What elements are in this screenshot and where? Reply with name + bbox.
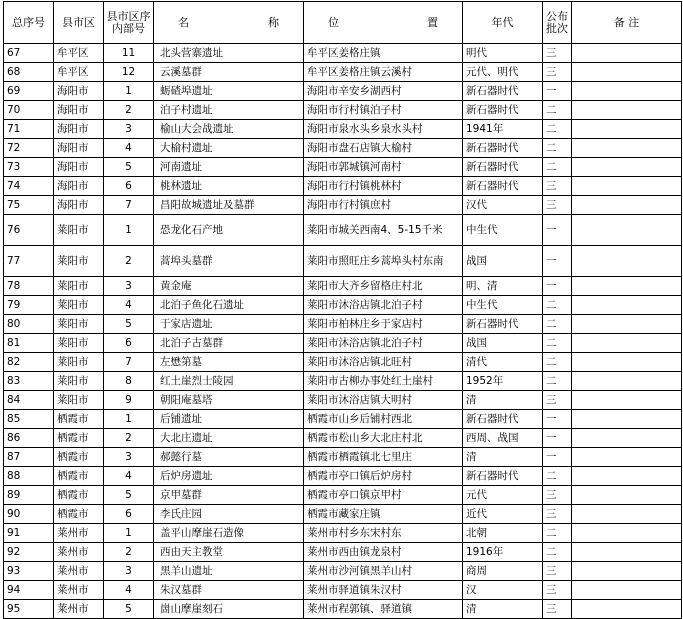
heritage-sites-table [3, 1, 682, 619]
cell-era: 1916年 [463, 543, 543, 562]
cell-batch: 三 [543, 562, 572, 581]
cell-location: 牟平区姜格庄镇云溪村 [304, 63, 463, 82]
cell-location: 莱州市村乡东宋村东 [304, 524, 463, 543]
cell-batch: 二 [543, 296, 572, 315]
cell-batch: 二 [543, 315, 572, 334]
cell-county: 海阳市 [54, 101, 104, 120]
cell-era: 新石器时代 [463, 315, 543, 334]
cell-era: 汉 [463, 581, 543, 600]
cell-sub-seq: 5 [104, 486, 154, 505]
cell-era: 1952年 [463, 372, 543, 391]
cell-note [572, 196, 682, 215]
cell-note [572, 524, 682, 543]
cell-seq: 91 [4, 524, 54, 543]
cell-era: 新石器时代 [463, 139, 543, 158]
cell-batch: 二 [543, 524, 572, 543]
cell-era: 商周 [463, 562, 543, 581]
cell-sub-seq: 4 [104, 467, 154, 486]
table-row [4, 277, 682, 296]
table-row [4, 63, 682, 82]
cell-name: 大北庄遗址 [154, 429, 304, 448]
cell-name: 蛎碴埠遗址 [154, 82, 304, 101]
cell-name: 北泊子鱼化石遗址 [154, 296, 304, 315]
cell-era: 新石器时代 [463, 177, 543, 196]
cell-name: 北头营寨遗址 [154, 44, 304, 63]
header-location-label: 位 置 [328, 15, 438, 29]
cell-name: 榆山大会战遗址 [154, 120, 304, 139]
cell-note [572, 467, 682, 486]
cell-note [572, 158, 682, 177]
cell-seq: 74 [4, 177, 54, 196]
table-row [4, 139, 682, 158]
cell-county: 莱阳市 [54, 372, 104, 391]
cell-sub-seq: 3 [104, 120, 154, 139]
cell-sub-seq: 3 [104, 562, 154, 581]
cell-era: 近代 [463, 505, 543, 524]
cell-county: 牟平区 [54, 63, 104, 82]
table-row [4, 215, 682, 246]
cell-county: 牟平区 [54, 44, 104, 63]
cell-county: 海阳市 [54, 196, 104, 215]
table-row [4, 467, 682, 486]
cell-county: 海阳市 [54, 177, 104, 196]
header-sub-seq: 县市区序内部号 [104, 2, 154, 44]
cell-batch: 一 [543, 429, 572, 448]
cell-seq: 90 [4, 505, 54, 524]
cell-name: 河南遗址 [154, 158, 304, 177]
cell-note [572, 120, 682, 139]
cell-name: 恐龙化石产地 [154, 215, 304, 246]
cell-note [572, 543, 682, 562]
cell-seq: 67 [4, 44, 54, 63]
cell-name: 朱汉墓群 [154, 581, 304, 600]
cell-name: 红土崖烈士陵园 [154, 372, 304, 391]
cell-batch: 二 [543, 334, 572, 353]
cell-note [572, 315, 682, 334]
cell-name: 李氏庄园 [154, 505, 304, 524]
cell-name: 左懋第墓 [154, 353, 304, 372]
cell-era: 新石器时代 [463, 82, 543, 101]
cell-seq: 88 [4, 467, 54, 486]
cell-sub-seq: 12 [104, 63, 154, 82]
cell-county: 栖霞市 [54, 429, 104, 448]
cell-seq: 71 [4, 120, 54, 139]
cell-seq: 68 [4, 63, 54, 82]
cell-seq: 86 [4, 429, 54, 448]
cell-name: 黑羊山遗址 [154, 562, 304, 581]
table-row [4, 334, 682, 353]
table-row [4, 44, 682, 63]
cell-county: 栖霞市 [54, 410, 104, 429]
cell-seq: 80 [4, 315, 54, 334]
cell-name: 朝阳庵墓塔 [154, 391, 304, 410]
table-row [4, 505, 682, 524]
cell-seq: 73 [4, 158, 54, 177]
cell-seq: 87 [4, 448, 54, 467]
cell-note [572, 448, 682, 467]
cell-era: 元代 [463, 486, 543, 505]
cell-seq: 89 [4, 486, 54, 505]
table-row [4, 543, 682, 562]
cell-era: 明、清 [463, 277, 543, 296]
cell-batch: 三 [543, 44, 572, 63]
cell-county: 莱州市 [54, 543, 104, 562]
cell-batch: 二 [543, 353, 572, 372]
cell-note [572, 429, 682, 448]
header-location [304, 2, 463, 44]
cell-era: 中生代 [463, 296, 543, 315]
cell-location: 海阳市盘石店镇大榆村 [304, 139, 463, 158]
cell-name: 郝懿行墓 [154, 448, 304, 467]
cell-note [572, 391, 682, 410]
cell-seq: 69 [4, 82, 54, 101]
cell-batch: 二 [543, 467, 572, 486]
cell-sub-seq: 5 [104, 600, 154, 619]
cell-era: 元代、明代 [463, 63, 543, 82]
header-county: 县市区 [54, 2, 104, 44]
table-row [4, 196, 682, 215]
cell-name: 大榆村遗址 [154, 139, 304, 158]
table-header-row [4, 2, 682, 44]
cell-location: 海阳市行村镇泊子村 [304, 101, 463, 120]
cell-location: 栖霞市亭口镇后炉房村 [304, 467, 463, 486]
cell-note [572, 562, 682, 581]
table-row [4, 120, 682, 139]
cell-sub-seq: 4 [104, 296, 154, 315]
cell-county: 莱阳市 [54, 277, 104, 296]
cell-note [572, 246, 682, 277]
cell-seq: 77 [4, 246, 54, 277]
cell-location: 莱州市程郭镇、驿道镇 [304, 600, 463, 619]
cell-name: 后炉房遗址 [154, 467, 304, 486]
cell-era: 1941年 [463, 120, 543, 139]
cell-county: 栖霞市 [54, 486, 104, 505]
cell-batch: 一 [543, 82, 572, 101]
header-name-label: 名 称 [178, 15, 279, 29]
table-row [4, 524, 682, 543]
cell-location: 莱州市驿道镇朱汉村 [304, 581, 463, 600]
cell-name: 盖平山摩崖石造像 [154, 524, 304, 543]
cell-sub-seq: 1 [104, 410, 154, 429]
header-note: 备 注 [572, 2, 682, 44]
cell-batch: 三 [543, 581, 572, 600]
cell-era: 明代 [463, 44, 543, 63]
table-row [4, 101, 682, 120]
cell-note [572, 215, 682, 246]
cell-location: 海阳市行村镇庶村 [304, 196, 463, 215]
cell-sub-seq: 5 [104, 158, 154, 177]
cell-county: 莱州市 [54, 524, 104, 543]
cell-county: 莱阳市 [54, 391, 104, 410]
table-row [4, 177, 682, 196]
table-row [4, 246, 682, 277]
cell-county: 栖霞市 [54, 467, 104, 486]
cell-county: 莱阳市 [54, 246, 104, 277]
cell-seq: 72 [4, 139, 54, 158]
table-row [4, 82, 682, 101]
cell-name: 崮山摩崖刻石 [154, 600, 304, 619]
cell-county: 海阳市 [54, 120, 104, 139]
table-row [4, 486, 682, 505]
cell-era: 北朝 [463, 524, 543, 543]
cell-note [572, 101, 682, 120]
cell-note [572, 63, 682, 82]
cell-location: 莱阳市沐浴店镇北泊子村 [304, 296, 463, 315]
cell-era: 汉代 [463, 196, 543, 215]
cell-seq: 84 [4, 391, 54, 410]
cell-seq: 78 [4, 277, 54, 296]
cell-batch: 三 [543, 486, 572, 505]
cell-batch: 二 [543, 101, 572, 120]
header-seq: 总序号 [4, 2, 54, 44]
cell-batch: 二 [543, 372, 572, 391]
cell-era: 新石器时代 [463, 101, 543, 120]
cell-sub-seq: 6 [104, 505, 154, 524]
cell-county: 莱阳市 [54, 353, 104, 372]
cell-sub-seq: 2 [104, 101, 154, 120]
cell-seq: 81 [4, 334, 54, 353]
cell-county: 莱州市 [54, 562, 104, 581]
header-era: 年代 [463, 2, 543, 44]
cell-era: 战国 [463, 246, 543, 277]
cell-batch: 二 [543, 120, 572, 139]
cell-seq: 75 [4, 196, 54, 215]
cell-seq: 83 [4, 372, 54, 391]
cell-batch: 二 [543, 158, 572, 177]
table-row [4, 410, 682, 429]
table-row [4, 448, 682, 467]
cell-name: 后铺遗址 [154, 410, 304, 429]
table-body [4, 44, 682, 619]
cell-seq: 82 [4, 353, 54, 372]
cell-batch: 一 [543, 246, 572, 277]
cell-sub-seq: 11 [104, 44, 154, 63]
cell-county: 莱阳市 [54, 334, 104, 353]
cell-batch: 三 [543, 177, 572, 196]
cell-location: 莱阳市沐浴店镇北泊子村 [304, 334, 463, 353]
cell-location: 栖霞市松山乡大北庄村北 [304, 429, 463, 448]
cell-location: 栖霞市藏家庄镇 [304, 505, 463, 524]
cell-county: 栖霞市 [54, 448, 104, 467]
cell-era: 战国 [463, 334, 543, 353]
cell-county: 海阳市 [54, 139, 104, 158]
cell-note [572, 334, 682, 353]
cell-location: 莱州市西由镇龙泉村 [304, 543, 463, 562]
cell-batch: 三 [543, 505, 572, 524]
cell-seq: 92 [4, 543, 54, 562]
cell-note [572, 82, 682, 101]
cell-sub-seq: 2 [104, 246, 154, 277]
cell-note [572, 277, 682, 296]
table-row [4, 372, 682, 391]
cell-sub-seq: 2 [104, 543, 154, 562]
cell-location: 海阳市郭城镇河南村 [304, 158, 463, 177]
cell-name: 昌阳故城遗址及墓群 [154, 196, 304, 215]
cell-note [572, 410, 682, 429]
cell-location: 莱阳市大齐乡留格庄村北 [304, 277, 463, 296]
cell-note [572, 353, 682, 372]
cell-county: 莱阳市 [54, 296, 104, 315]
cell-location: 栖霞市栖霞镇北七里庄 [304, 448, 463, 467]
cell-name: 蒿埠头墓群 [154, 246, 304, 277]
cell-note [572, 44, 682, 63]
cell-seq: 95 [4, 600, 54, 619]
cell-sub-seq: 7 [104, 353, 154, 372]
cell-seq: 94 [4, 581, 54, 600]
cell-name: 泊子村遗址 [154, 101, 304, 120]
cell-location: 莱阳市沐浴店镇北旺村 [304, 353, 463, 372]
cell-note [572, 296, 682, 315]
cell-location: 海阳市辛安乡湖西村 [304, 82, 463, 101]
cell-era: 清 [463, 391, 543, 410]
cell-name: 云溪墓群 [154, 63, 304, 82]
table-row [4, 562, 682, 581]
cell-county: 莱阳市 [54, 315, 104, 334]
cell-era: 清 [463, 448, 543, 467]
cell-sub-seq: 2 [104, 429, 154, 448]
cell-location: 栖霞市亭口镇京甲村 [304, 486, 463, 505]
cell-county: 莱州市 [54, 600, 104, 619]
cell-era: 清 [463, 600, 543, 619]
cell-era: 清代 [463, 353, 543, 372]
cell-era: 新石器时代 [463, 410, 543, 429]
cell-sub-seq: 3 [104, 277, 154, 296]
cell-era: 西周、战国 [463, 429, 543, 448]
cell-note [572, 372, 682, 391]
table-row [4, 353, 682, 372]
cell-sub-seq: 6 [104, 177, 154, 196]
table-row [4, 158, 682, 177]
cell-sub-seq: 6 [104, 334, 154, 353]
cell-batch: 一 [543, 448, 572, 467]
cell-batch: 三 [543, 63, 572, 82]
cell-note [572, 486, 682, 505]
table-row [4, 600, 682, 619]
cell-name: 北泊子古墓群 [154, 334, 304, 353]
cell-name: 桃林遗址 [154, 177, 304, 196]
cell-batch: 三 [543, 196, 572, 215]
header-name [154, 2, 304, 44]
cell-seq: 85 [4, 410, 54, 429]
cell-seq: 76 [4, 215, 54, 246]
cell-era: 新石器时代 [463, 158, 543, 177]
cell-batch: 二 [543, 139, 572, 158]
cell-era: 新石器时代 [463, 467, 543, 486]
cell-sub-seq: 1 [104, 82, 154, 101]
cell-name: 京甲墓群 [154, 486, 304, 505]
cell-county: 海阳市 [54, 158, 104, 177]
cell-name: 于家店遗址 [154, 315, 304, 334]
cell-batch: 一 [543, 277, 572, 296]
cell-sub-seq: 5 [104, 315, 154, 334]
cell-county: 海阳市 [54, 82, 104, 101]
cell-sub-seq: 8 [104, 372, 154, 391]
cell-county: 莱阳市 [54, 215, 104, 246]
cell-batch: 三 [543, 600, 572, 619]
table-row [4, 315, 682, 334]
cell-batch: 三 [543, 391, 572, 410]
cell-location: 莱阳市古柳办事处红土崖村 [304, 372, 463, 391]
cell-location: 莱阳市柏林庄乡于家店村 [304, 315, 463, 334]
header-batch: 公布批次 [543, 2, 572, 44]
cell-location: 栖霞市山乡后铺村西北 [304, 410, 463, 429]
cell-note [572, 505, 682, 524]
cell-batch: 二 [543, 543, 572, 562]
cell-note [572, 600, 682, 619]
cell-county: 栖霞市 [54, 505, 104, 524]
cell-note [572, 581, 682, 600]
cell-location: 莱州市沙河镇黑羊山村 [304, 562, 463, 581]
cell-batch: 一 [543, 410, 572, 429]
table-row [4, 296, 682, 315]
cell-sub-seq: 7 [104, 196, 154, 215]
cell-location: 莱阳市沐浴店镇大明村 [304, 391, 463, 410]
cell-note [572, 139, 682, 158]
cell-sub-seq: 9 [104, 391, 154, 410]
cell-location: 海阳市行村镇桃林村 [304, 177, 463, 196]
cell-note [572, 177, 682, 196]
table-row [4, 581, 682, 600]
cell-location: 莱阳市城关西南4、5-15千米 [304, 215, 463, 246]
cell-sub-seq: 4 [104, 581, 154, 600]
cell-location: 海阳市泉水头乡泉水头村 [304, 120, 463, 139]
cell-seq: 70 [4, 101, 54, 120]
cell-era: 中生代 [463, 215, 543, 246]
table-row [4, 391, 682, 410]
cell-county: 莱州市 [54, 581, 104, 600]
cell-sub-seq: 1 [104, 215, 154, 246]
cell-sub-seq: 3 [104, 448, 154, 467]
cell-location: 牟平区姜格庄镇 [304, 44, 463, 63]
cell-batch: 一 [543, 215, 572, 246]
cell-location: 莱阳市照旺庄乡蒿埠头村东南 [304, 246, 463, 277]
cell-seq: 79 [4, 296, 54, 315]
cell-name: 黄金庵 [154, 277, 304, 296]
cell-sub-seq: 4 [104, 139, 154, 158]
cell-name: 西由天主教堂 [154, 543, 304, 562]
cell-sub-seq: 1 [104, 524, 154, 543]
table-row [4, 429, 682, 448]
cell-seq: 93 [4, 562, 54, 581]
